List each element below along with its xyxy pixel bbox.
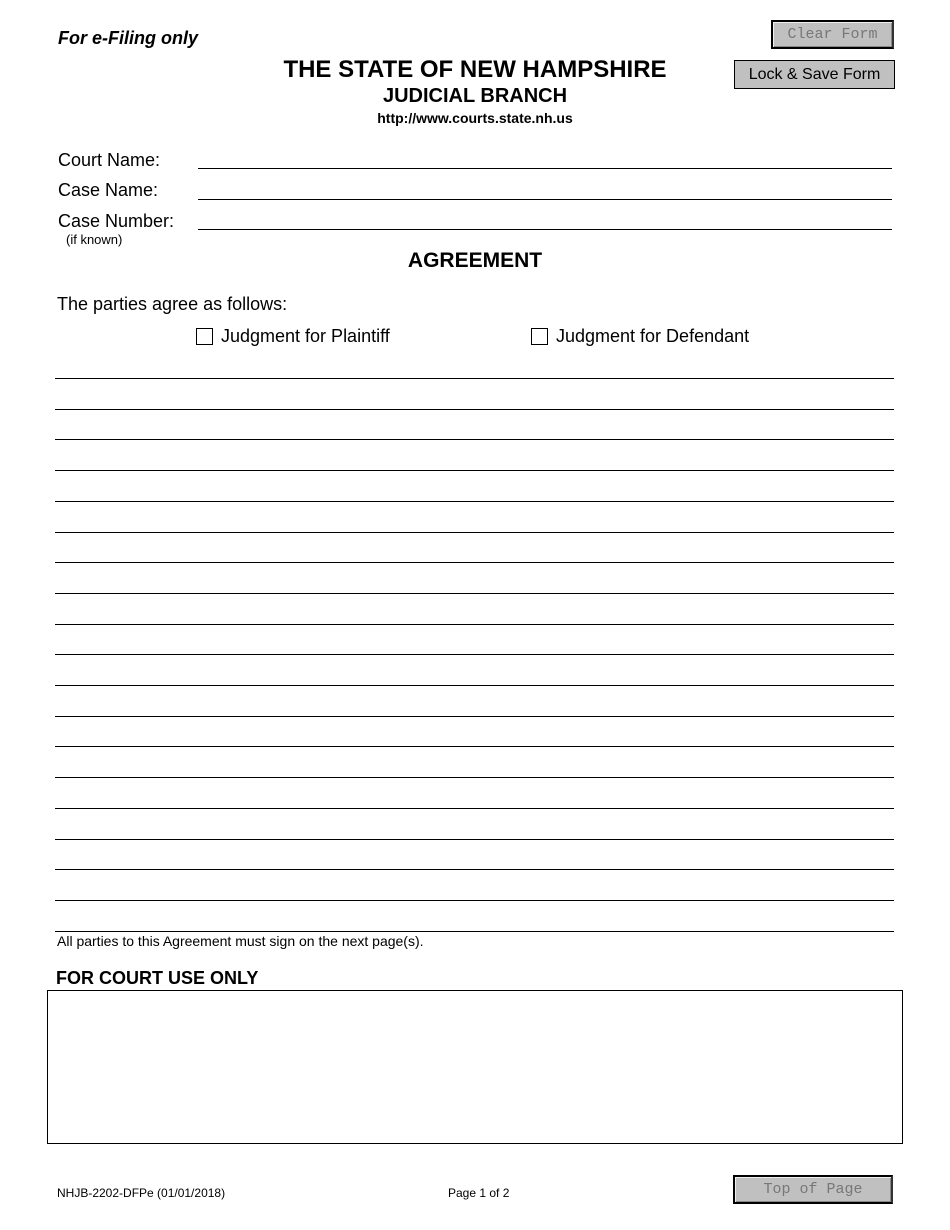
agreement-line[interactable] <box>55 716 894 717</box>
agreement-line[interactable] <box>55 593 894 594</box>
agreement-line[interactable] <box>55 746 894 747</box>
plaintiff-checkbox[interactable] <box>196 328 213 345</box>
if-known-note: (if known) <box>66 232 123 247</box>
court-use-box <box>47 990 903 1144</box>
agreement-line[interactable] <box>55 532 894 533</box>
top-of-page-button[interactable]: Top of Page <box>733 1175 893 1204</box>
agreement-line[interactable] <box>55 839 894 840</box>
page-subtitle: JUDICIAL BRANCH <box>382 85 568 107</box>
lock-save-form-button[interactable]: Lock & Save Form <box>734 60 895 89</box>
agreement-line[interactable] <box>55 624 894 625</box>
defendant-label: Judgment for Defendant <box>556 326 750 346</box>
form-title: AGREEMENT <box>407 249 543 272</box>
agreement-line[interactable] <box>55 562 894 563</box>
agreement-line[interactable] <box>55 378 894 379</box>
court-name-input[interactable] <box>198 168 892 169</box>
agreement-line[interactable] <box>55 470 894 471</box>
efiling-label: For e-Filing only <box>58 28 198 48</box>
court-name-label: Court Name: <box>58 150 161 170</box>
case-name-label: Case Name: <box>58 180 159 200</box>
form-id: NHJB-2202-DFPe (01/01/2018) <box>57 1186 226 1200</box>
agreement-line[interactable] <box>55 501 894 502</box>
agreement-line[interactable] <box>55 439 894 440</box>
case-number-input[interactable] <box>198 229 892 230</box>
agreement-line[interactable] <box>55 685 894 686</box>
case-number-label: Case Number: <box>58 211 175 231</box>
agreement-line[interactable] <box>55 777 894 778</box>
sign-note: All parties to this Agreement must sign on the next page(s). <box>57 933 424 949</box>
plaintiff-label: Judgment for Plaintiff <box>221 326 390 346</box>
agreement-line[interactable] <box>55 869 894 870</box>
page-title: THE STATE OF NEW HAMPSHIRE <box>283 56 667 83</box>
agreement-line[interactable] <box>55 654 894 655</box>
court-use-heading: FOR COURT USE ONLY <box>56 968 259 988</box>
defendant-checkbox[interactable] <box>531 328 548 345</box>
case-name-input[interactable] <box>198 199 892 200</box>
intro-text: The parties agree as follows: <box>57 294 288 314</box>
agreement-line[interactable] <box>55 409 894 410</box>
agreement-line[interactable] <box>55 808 894 809</box>
agreement-line[interactable] <box>55 900 894 901</box>
court-url[interactable]: http://www.courts.state.nh.us <box>377 110 573 126</box>
agreement-line[interactable] <box>55 931 894 932</box>
clear-form-button[interactable]: Clear Form <box>771 20 894 49</box>
page-number: Page 1 of 2 <box>448 1186 510 1200</box>
